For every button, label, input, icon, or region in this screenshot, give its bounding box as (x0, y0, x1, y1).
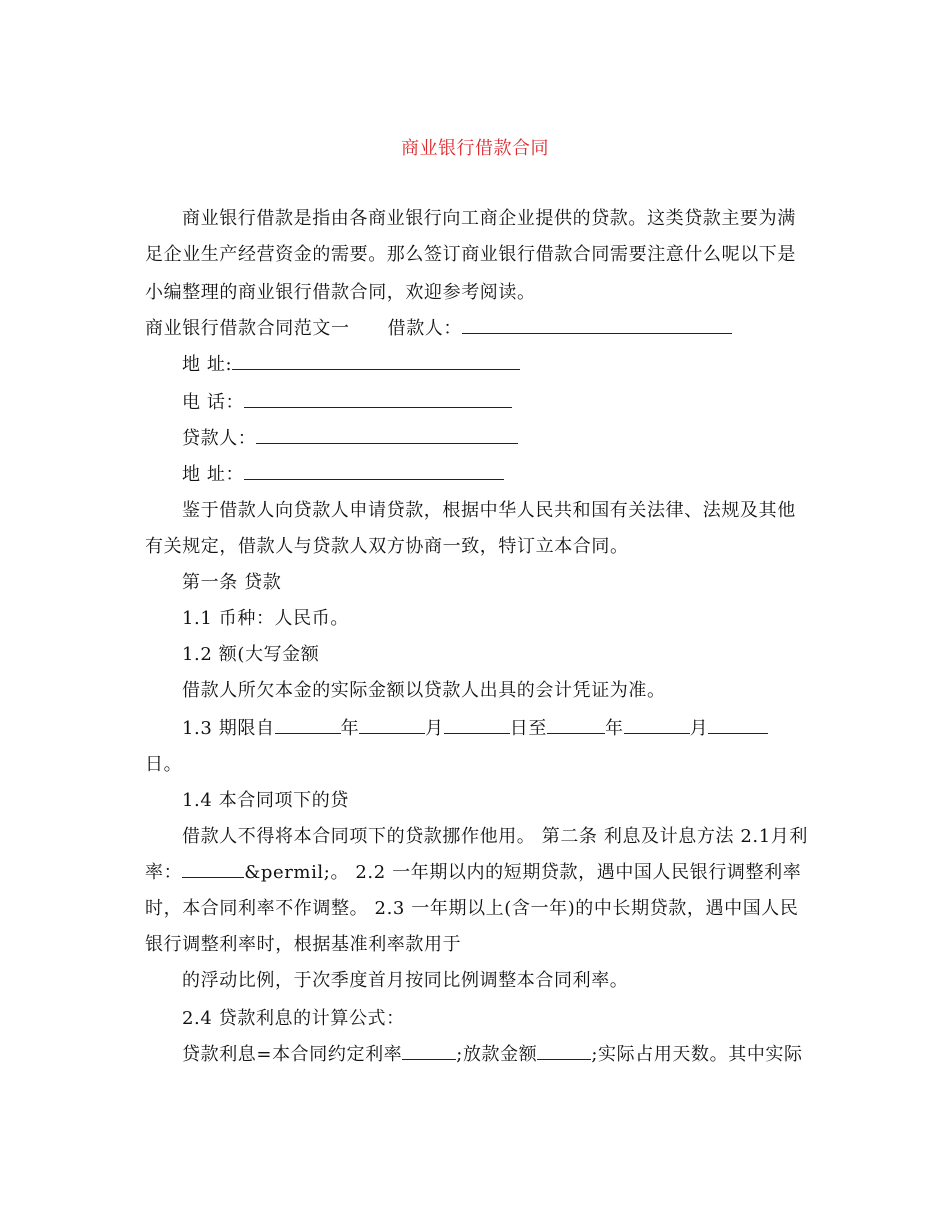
intro-line-1: 商业银行借款是指由各商业银行向工商企业提供的贷款。这类贷款主要为满 (182, 208, 796, 229)
rate-label: 率： (145, 862, 183, 883)
end-month-blank[interactable] (624, 719, 690, 734)
address2-blank[interactable] (244, 463, 504, 480)
clause-1-1: 1.1 币种：人民币。 (182, 608, 349, 629)
amount-blank[interactable] (537, 1045, 591, 1060)
phone-blank[interactable] (244, 391, 512, 408)
usage-line-2 (145, 860, 801, 886)
end-year-label: 年 (604, 718, 624, 739)
clause-1-2-detail: 借款人所欠本金的实际金额以贷款人出具的会计凭证为准。 (182, 680, 666, 701)
usage-line-4: 银行调整利率时，根据基准利率款用于 (145, 934, 462, 955)
recital-line-1: 鉴于借款人向贷款人申请贷款，根据中华人民共和国有关法律、法规及其他 (182, 500, 796, 521)
borrower-blank[interactable] (462, 317, 732, 334)
address2-label: 地 址： (182, 464, 245, 485)
rate-value-blank[interactable] (402, 1045, 456, 1060)
intro-line-3: 小编整理的商业银行借款合同，欢迎参考阅读。 (145, 282, 536, 303)
term-label: 1.3 期限自 (182, 718, 275, 739)
formula-part-2: ;放款金额 (456, 1044, 538, 1065)
monthly-rate-blank[interactable] (182, 863, 244, 878)
intro-line-2: 足企业生产经营资金的需要。那么签订商业银行借款合同需要注意什么呢以下是 (145, 244, 796, 265)
clause-1-3-end: 日。 (145, 754, 183, 775)
address1-row (182, 352, 520, 378)
recital-line-2: 有关规定，借款人与贷款人双方协商一致，特订立本合同。 (145, 536, 629, 557)
usage-line-3: 时，本合同利率不作调整。 2.3 一年期以上(含一年)的中长期贷款，遇中国人民 (145, 898, 799, 919)
end-day-blank[interactable] (708, 719, 768, 734)
sample-heading: 商业银行借款合同范文一 (145, 318, 350, 339)
lender-blank[interactable] (256, 427, 518, 444)
borrower-label: 借款人： (387, 318, 463, 339)
interest-formula (182, 1042, 803, 1068)
month-label: 月 (425, 718, 444, 739)
clause-1-2: 1.2 额(大写金额 (182, 644, 320, 665)
formula-part-1: 贷款利息=本合同约定利率 (182, 1044, 403, 1065)
lender-label: 贷款人： (182, 428, 257, 449)
phone-row (182, 390, 512, 416)
end-month-label: 月 (689, 718, 709, 739)
day-to-label: 日至 (509, 718, 547, 739)
year-label: 年 (340, 718, 360, 739)
borrower-row (145, 316, 732, 342)
start-year-blank[interactable] (275, 719, 341, 734)
document-title: 商业银行借款合同 (401, 138, 549, 159)
clause-1-3 (182, 716, 768, 742)
phone-label: 电 话： (182, 392, 245, 413)
rate-clause: &permil;。 2.2 一年期以内的短期贷款，遇中国人民银行调整利率 (244, 862, 802, 883)
usage-line-1: 借款人不得将本合同项下的贷款挪作他用。 第二条 利息及计息方法 2.1月利 (182, 826, 808, 847)
address1-blank[interactable] (232, 353, 520, 370)
article-1-heading: 第一条 贷款 (182, 572, 282, 593)
start-month-blank[interactable] (359, 719, 425, 734)
end-year-blank[interactable] (547, 719, 605, 734)
clause-2-4: 2.4 贷款利息的计算公式： (182, 1008, 405, 1029)
formula-part-3: ;实际占用天数。其中实际 (591, 1044, 803, 1065)
start-day-blank[interactable] (444, 719, 510, 734)
lender-row (182, 426, 518, 452)
clause-1-4: 1.4 本合同项下的贷 (182, 790, 349, 811)
address1-label: 地 址: (182, 354, 233, 375)
float-line: 的浮动比例，于次季度首月按同比例调整本合同利率。 (182, 970, 629, 991)
address2-row (182, 462, 504, 488)
